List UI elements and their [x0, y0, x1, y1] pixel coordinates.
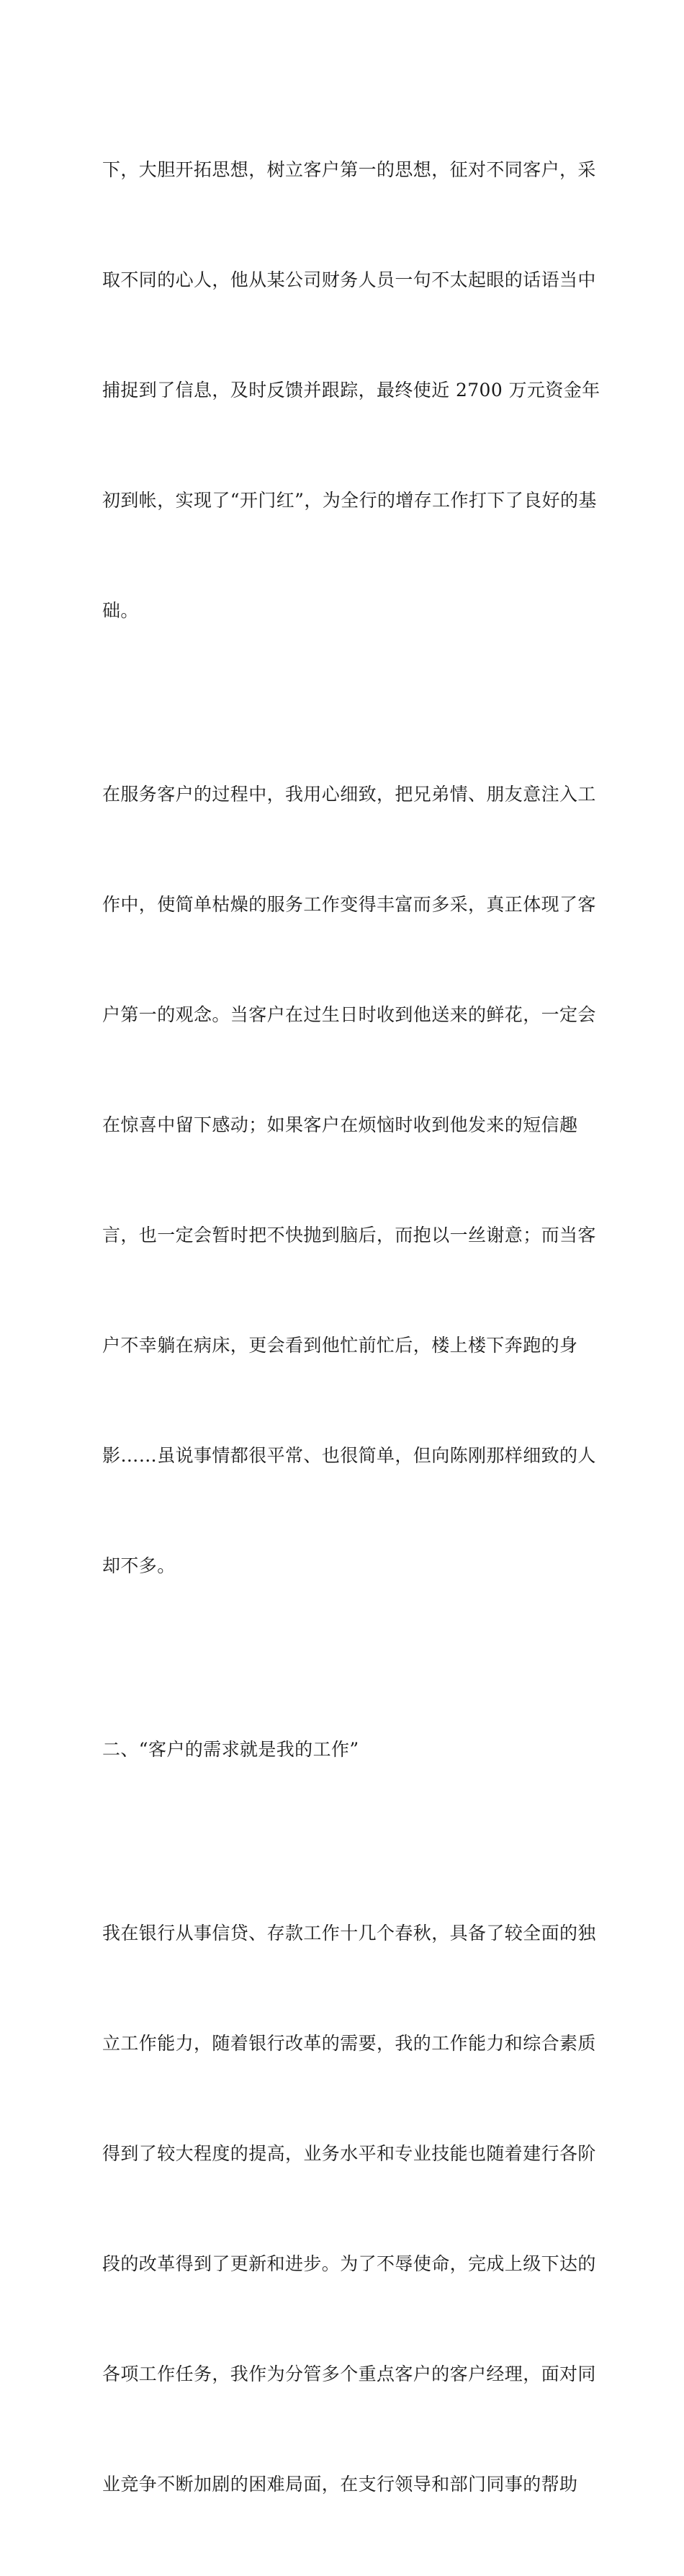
text-line: 础。	[102, 600, 139, 621]
paragraph-2	[102, 702, 596, 1658]
text-line: 在惊喜中留下感动；如果客户在烦恼时收到他发来的短信趣	[102, 1114, 578, 1135]
text-line: 户不幸躺在病床，更会看到他忙前忙后，楼上楼下奔跑的身	[102, 1335, 578, 1356]
text-line: 立工作能力，随着银行改革的需要，我的工作能力和综合素质	[102, 2033, 596, 2054]
text-line: 却不多。	[102, 1555, 176, 1576]
text-line: 段的改革得到了更新和进步。为了不辱使命，完成上级下达的	[102, 2253, 596, 2274]
document-body	[102, 78, 600, 2576]
text-line: 下，大胆开拓思想，树立客户第一的思想，征对不同客户，采	[102, 159, 596, 180]
text-line: 户第一的观念。当客户在过生日时收到他送来的鲜花，一定会	[102, 1004, 596, 1025]
text-line: 各项工作任务，我作为分管多个重点客户的客户经理，面对同	[102, 2363, 596, 2384]
text-line: 在服务客户的过程中，我用心细致，把兄弟情、朋友意注入工	[102, 784, 596, 805]
section-heading	[102, 1658, 586, 1841]
text-line: 初到帐，实现了“开门红”，为全行的增存工作打下了良好的基	[102, 490, 597, 511]
text-line: 捕捉到了信息，及时反馈并跟踪，最终使近 2700 万元资金年	[102, 380, 600, 401]
text-line: 得到了较大程度的提高，业务水平和专业技能也随着建行各阶	[102, 2143, 596, 2164]
text-line: 言，也一定会暂时把不快抛到脑后，而抱以一丝谢意；而当客	[102, 1225, 596, 1245]
text-line: 取不同的心人，他从某公司财务人员一句不太起眼的话语当中	[102, 269, 596, 290]
text-line: 作中，使简单枯燥的服务工作变得丰富而多采，真正体现了客	[102, 894, 596, 915]
text-line: 业竞争不断加剧的困难局面，在支行领导和部门同事的帮助	[102, 2474, 578, 2495]
paragraph-3	[102, 1841, 596, 2576]
paragraph-1	[102, 78, 600, 702]
text-line: 我在银行从事信贷、存款工作十几个春秋，具备了较全面的独	[102, 1923, 596, 1944]
heading-line: 二、“客户的需求就是我的工作”	[102, 1739, 359, 1760]
text-line: 影……虽说事情都很平常、也很简单，但向陈刚那样细致的人	[102, 1445, 596, 1466]
